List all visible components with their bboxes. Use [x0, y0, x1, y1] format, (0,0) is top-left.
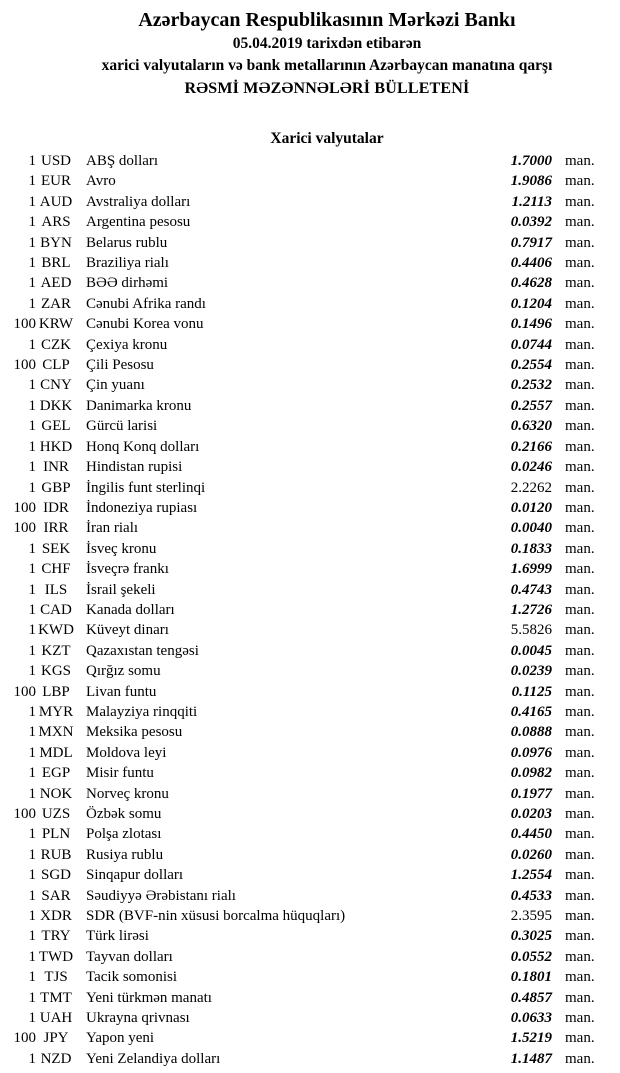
- bulletin-scope: xarici valyutaların və bank metallarının Azərbaycan manatına qarşı: [101, 57, 553, 74]
- rate-quantity: 1: [28, 785, 36, 802]
- rate-value: 0.3025: [510, 928, 552, 945]
- unit-label: man.: [565, 214, 595, 231]
- currency-code: PLN: [41, 826, 71, 843]
- rate-value: 0.4628: [510, 275, 552, 292]
- rate-value: 0.4743: [510, 581, 552, 598]
- currency-name: Argentina pesosu: [86, 214, 191, 231]
- currency-code: NOK: [39, 785, 73, 802]
- rate-quantity: 1: [28, 295, 36, 312]
- rate-quantity: 1: [28, 908, 36, 925]
- table-row: [0, 926, 620, 946]
- currency-code: SAR: [41, 887, 71, 904]
- unit-label: man.: [565, 989, 595, 1006]
- table-row: [0, 682, 620, 702]
- unit-label: man.: [565, 234, 595, 251]
- rate-value: 1.1487: [510, 1050, 552, 1067]
- table-row: [0, 233, 620, 253]
- rate-quantity: 1: [28, 561, 36, 578]
- rate-quantity: 1: [28, 703, 36, 720]
- table-row: [0, 151, 620, 171]
- rate-value: 0.0120: [510, 499, 552, 516]
- unit-label: man.: [565, 418, 595, 435]
- rate-value: 0.0744: [510, 336, 552, 353]
- table-row: [0, 886, 620, 906]
- table-row: [0, 967, 620, 987]
- rate-value: 1.7000: [510, 153, 552, 169]
- currency-code: BYN: [40, 234, 72, 251]
- unit-label: man.: [565, 459, 595, 476]
- table-row: [0, 1008, 620, 1028]
- unit-label: man.: [565, 703, 595, 720]
- unit-label: man.: [565, 806, 595, 822]
- unit-label: man.: [565, 499, 595, 516]
- rate-value: 1.2554: [510, 867, 552, 884]
- rate-value: 1.2726: [510, 601, 552, 618]
- table-row: [0, 212, 620, 232]
- currency-name: Kanada dolları: [86, 601, 175, 618]
- rate-value: 0.4450: [510, 826, 552, 843]
- rate-quantity: 100: [13, 499, 36, 516]
- unit-label: man.: [565, 479, 595, 496]
- rate-quantity: 1: [28, 418, 36, 435]
- currency-code: KRW: [38, 316, 74, 333]
- unit-label: man.: [565, 255, 595, 272]
- unit-label: man.: [565, 438, 595, 455]
- unit-label: man.: [565, 867, 595, 884]
- rate-quantity: 1: [28, 826, 36, 843]
- currency-code: CNY: [40, 377, 72, 394]
- table-row: [0, 355, 620, 375]
- currency-name: Qırğız somu: [86, 663, 161, 680]
- rate-quantity: 1: [28, 193, 36, 210]
- rate-value: 0.1496: [510, 316, 552, 333]
- currency-name: Yeni Zelandiya dolları: [86, 1050, 221, 1067]
- table-row: [0, 661, 620, 681]
- currency-code: GBP: [41, 479, 71, 496]
- table-row: [0, 518, 620, 538]
- currency-name: İsveç kronu: [86, 540, 157, 557]
- currency-name: Yeni türkmən manatı: [86, 989, 212, 1006]
- table-row: [0, 988, 620, 1008]
- table-row: [0, 784, 620, 804]
- table-row: [0, 171, 620, 191]
- unit-label: man.: [565, 601, 595, 618]
- unit-label: man.: [565, 622, 595, 639]
- table-row: [0, 478, 620, 498]
- table-row: [0, 273, 620, 293]
- rate-value: 0.7917: [510, 234, 552, 251]
- currency-name: İran rialı: [86, 520, 139, 537]
- currency-name: Avro: [86, 173, 116, 190]
- currency-code: RUB: [40, 846, 72, 863]
- currency-name: Belarus rublu: [86, 234, 168, 251]
- table-row: [0, 375, 620, 395]
- currency-name: Avstraliya dolları: [86, 193, 191, 210]
- rate-value: 0.0888: [510, 724, 552, 741]
- rate-quantity: 1: [28, 601, 36, 618]
- currency-name: Küveyt dinarı: [86, 622, 169, 639]
- currency-name: Tacik somonisi: [86, 969, 178, 986]
- unit-label: man.: [565, 969, 595, 986]
- currency-name: Polşa zlotası: [86, 826, 162, 843]
- table-row: [0, 845, 620, 865]
- currency-name: Braziliya rialı: [86, 255, 169, 272]
- table-row: [0, 722, 620, 742]
- table-row: [0, 763, 620, 783]
- currency-name: Malayziya rinqqiti: [86, 703, 198, 720]
- bulletin-date: 05.04.2019 tarixdən etibarən: [232, 35, 422, 52]
- rate-value: 0.0552: [510, 948, 552, 965]
- currency-code: HKD: [39, 438, 73, 455]
- table-row: [0, 253, 620, 273]
- table-row: [0, 416, 620, 436]
- rate-quantity: 100: [13, 683, 36, 700]
- rate-value: 0.0045: [510, 642, 552, 659]
- currency-code: ILS: [44, 581, 68, 598]
- rate-quantity: 1: [28, 887, 36, 904]
- rate-value: 0.2166: [510, 438, 552, 455]
- rate-value: 5.5826: [510, 622, 552, 639]
- table-row: [0, 1028, 620, 1048]
- currency-code: IRR: [43, 520, 69, 537]
- unit-label: man.: [565, 153, 595, 169]
- unit-label: man.: [565, 540, 595, 557]
- rate-value: 0.0982: [510, 765, 552, 782]
- rate-quantity: 1: [28, 275, 36, 292]
- unit-label: man.: [565, 663, 595, 680]
- table-row: [0, 865, 620, 885]
- currency-name: Çexiya kronu: [86, 336, 168, 353]
- currency-code: MDL: [39, 744, 73, 761]
- currency-code: UAH: [39, 1010, 73, 1027]
- currency-name: Misir funtu: [86, 765, 154, 782]
- rate-value: 1.5219: [510, 1030, 552, 1047]
- unit-label: man.: [565, 275, 595, 292]
- table-row: [0, 947, 620, 967]
- rate-value: 2.3595: [510, 908, 552, 925]
- rate-quantity: 1: [28, 540, 36, 557]
- currency-code: BRL: [41, 255, 71, 272]
- currency-code: JPY: [43, 1030, 69, 1047]
- table-row: [0, 192, 620, 212]
- unit-label: man.: [565, 520, 595, 537]
- rate-quantity: 1: [28, 744, 36, 761]
- table-row: [0, 804, 620, 824]
- rate-quantity: 1: [28, 1050, 36, 1067]
- rate-value: 1.6999: [510, 561, 552, 578]
- rate-quantity: 1: [28, 765, 36, 782]
- unit-label: man.: [565, 744, 595, 761]
- currency-code: MYR: [38, 703, 74, 720]
- unit-label: man.: [565, 765, 595, 782]
- rate-value: 0.0239: [510, 663, 552, 680]
- unit-label: man.: [565, 724, 595, 741]
- currency-code: CAD: [40, 601, 72, 618]
- currency-code: ZAR: [41, 295, 71, 312]
- rate-value: 0.1125: [511, 683, 552, 700]
- table-row: [0, 620, 620, 640]
- table-row: [0, 1049, 620, 1069]
- rate-quantity: 1: [28, 459, 36, 476]
- rate-value: 0.1833: [510, 540, 552, 557]
- table-row: [0, 600, 620, 620]
- unit-label: man.: [565, 581, 595, 598]
- currency-code: CLP: [42, 357, 70, 374]
- unit-label: man.: [565, 928, 595, 945]
- currency-code: AED: [40, 275, 72, 292]
- currency-name: ABŞ dolları: [86, 153, 159, 169]
- rate-quantity: 1: [28, 234, 36, 251]
- unit-label: man.: [565, 336, 595, 353]
- currency-name: Livan funtu: [86, 683, 157, 700]
- rate-quantity: 1: [28, 438, 36, 455]
- currency-code: TJS: [44, 969, 68, 986]
- currency-code: EGP: [41, 765, 71, 782]
- rate-value: 0.1977: [510, 785, 552, 802]
- rate-quantity: 1: [28, 336, 36, 353]
- currency-code: SGD: [40, 867, 71, 884]
- rate-quantity: 1: [28, 948, 36, 965]
- rate-quantity: 1: [28, 397, 36, 414]
- unit-label: man.: [565, 846, 595, 863]
- currency-code: TWD: [38, 948, 74, 965]
- currency-code: GEL: [41, 418, 71, 435]
- rate-value: 0.4406: [510, 255, 552, 272]
- currency-code: SEK: [41, 540, 71, 557]
- currency-name: Cənubi Afrika randı: [86, 295, 206, 312]
- rate-value: 0.0392: [510, 214, 552, 231]
- currency-code: MXN: [38, 724, 74, 741]
- rate-value: 0.1801: [510, 969, 552, 986]
- rate-value: 0.2557: [510, 397, 552, 414]
- currency-code: AUD: [39, 193, 73, 210]
- currency-name: İsrail şekeli: [86, 581, 156, 598]
- currency-name: Yapon yeni: [86, 1030, 155, 1047]
- rate-value: 0.4857: [510, 989, 552, 1006]
- rate-quantity: 1: [28, 153, 36, 169]
- rate-value: 0.0260: [510, 846, 552, 863]
- unit-label: man.: [565, 887, 595, 904]
- currency-name: Çin yuanı: [86, 377, 145, 394]
- bulletin-header: [36, 0, 618, 100]
- rate-value: 0.0976: [510, 744, 552, 761]
- unit-label: man.: [565, 785, 595, 802]
- rate-quantity: 1: [28, 479, 36, 496]
- rate-value: 0.0633: [510, 1010, 552, 1027]
- rate-quantity: 1: [28, 642, 36, 659]
- table-row: [0, 539, 620, 559]
- unit-label: man.: [565, 948, 595, 965]
- currency-name: Özbək somu: [86, 806, 162, 822]
- rate-quantity: 1: [28, 928, 36, 945]
- table-row: [0, 702, 620, 722]
- rate-quantity: 1: [28, 724, 36, 741]
- currency-code: DKK: [39, 397, 73, 414]
- currency-code: ARS: [41, 214, 71, 231]
- currency-name: İngilis funt sterlinqi: [86, 479, 206, 496]
- table-row: [0, 498, 620, 518]
- rate-value: 0.2532: [510, 377, 552, 394]
- rate-value: 0.4533: [510, 887, 552, 904]
- table-row: [0, 437, 620, 457]
- currency-code: NZD: [40, 1050, 72, 1067]
- unit-label: man.: [565, 295, 595, 312]
- currency-name: Hindistan rupisi: [86, 459, 183, 476]
- rate-value: 0.0246: [510, 459, 552, 476]
- bulletin-title: RƏSMİ MƏZƏNNƏLƏRİ BÜLLETENİ: [184, 80, 470, 97]
- currency-code: CZK: [41, 336, 71, 353]
- rate-quantity: 1: [28, 846, 36, 863]
- unit-label: man.: [565, 826, 595, 843]
- rates-table: [0, 151, 620, 1069]
- currency-name: Rusiya rublu: [86, 846, 164, 863]
- rate-quantity: 1: [28, 622, 36, 639]
- currency-name: Norveç kronu: [86, 785, 169, 802]
- table-row: [0, 559, 620, 579]
- currency-code: INR: [43, 459, 69, 476]
- rate-quantity: 1: [28, 867, 36, 884]
- unit-label: man.: [565, 683, 595, 700]
- unit-label: man.: [565, 173, 595, 190]
- rate-quantity: 1: [28, 989, 36, 1006]
- rate-quantity: 1: [28, 377, 36, 394]
- rate-value: 0.2554: [510, 357, 552, 374]
- rate-quantity: 1: [28, 969, 36, 986]
- currency-code: KWD: [38, 622, 74, 639]
- currency-code: CHF: [41, 561, 71, 578]
- section-title: Xarici valyutalar: [270, 130, 384, 147]
- rate-quantity: 100: [13, 806, 36, 822]
- currency-code: LBP: [42, 683, 70, 700]
- currency-code: XDR: [40, 908, 72, 925]
- currency-name: Ukrayna qrivnası: [86, 1010, 190, 1027]
- rate-quantity: 100: [13, 357, 36, 374]
- rate-quantity: 1: [28, 214, 36, 231]
- currency-name: BƏƏ dirhəmi: [86, 275, 169, 292]
- currency-name: Sinqapur dolları: [86, 867, 184, 884]
- currency-name: Danimarka kronu: [86, 397, 192, 414]
- table-row: [0, 314, 620, 334]
- currency-name: İsveçrə frankı: [86, 561, 169, 578]
- currency-name: İndoneziya rupiası: [86, 499, 198, 516]
- table-row: [0, 335, 620, 355]
- rate-quantity: 100: [13, 520, 36, 537]
- currency-name: Cənubi Korea vonu: [86, 316, 204, 333]
- unit-label: man.: [565, 1010, 595, 1027]
- table-row: [0, 294, 620, 314]
- table-row: [0, 824, 620, 844]
- rate-value: 0.6320: [510, 418, 552, 435]
- currency-name: SDR (BVF-nin xüsusi borcalma hüquqları): [86, 908, 346, 925]
- currency-code: USD: [40, 153, 71, 169]
- rate-value: 0.4165: [510, 703, 552, 720]
- rate-value: 0.0040: [510, 520, 552, 537]
- currency-name: Tayvan dolları: [86, 948, 173, 965]
- currency-code: UZS: [41, 806, 71, 822]
- currency-code: TRY: [41, 928, 71, 945]
- unit-label: man.: [565, 377, 595, 394]
- rate-quantity: 1: [28, 663, 36, 680]
- table-row: [0, 580, 620, 600]
- rate-quantity: 1: [28, 581, 36, 598]
- unit-label: man.: [565, 1030, 595, 1047]
- table-row: [0, 396, 620, 416]
- currency-code: KZT: [41, 642, 71, 659]
- unit-label: man.: [565, 908, 595, 925]
- rate-quantity: 1: [28, 1010, 36, 1027]
- currency-code: IDR: [43, 499, 69, 516]
- rate-value: 1.2113: [511, 193, 552, 210]
- currency-name: Türk lirəsi: [86, 928, 149, 945]
- currency-code: EUR: [41, 173, 71, 190]
- currency-name: Honq Konq dolları: [86, 438, 200, 455]
- rate-quantity: 1: [28, 173, 36, 190]
- unit-label: man.: [565, 561, 595, 578]
- currency-name: Moldova leyi: [86, 744, 167, 761]
- currency-name: Meksika pesosu: [86, 724, 183, 741]
- currency-code: TMT: [40, 989, 72, 1006]
- currency-name: Çili Pesosu: [86, 357, 154, 374]
- rate-quantity: 100: [13, 1030, 36, 1047]
- rate-value: 1.9086: [510, 173, 552, 190]
- table-row: [0, 906, 620, 926]
- currency-name: Qazaxıstan tengəsi: [86, 642, 199, 659]
- page-title: Azərbaycan Respublikasının Mərkəzi Bankı: [138, 9, 516, 31]
- unit-label: man.: [565, 1050, 595, 1067]
- rate-quantity: 1: [28, 255, 36, 272]
- unit-label: man.: [565, 316, 595, 333]
- table-row: [0, 457, 620, 477]
- currency-name: Səudiyyə Ərəbistanı rialı: [86, 887, 236, 904]
- unit-label: man.: [565, 397, 595, 414]
- rate-value: 0.0203: [510, 806, 552, 822]
- unit-label: man.: [565, 642, 595, 659]
- table-row: [0, 641, 620, 661]
- table-row: [0, 743, 620, 763]
- unit-label: man.: [565, 193, 595, 210]
- rate-value: 0.1204: [510, 295, 552, 312]
- currency-code: KGS: [40, 663, 71, 680]
- unit-label: man.: [565, 357, 595, 374]
- currency-name: Gürcü larisi: [86, 418, 158, 435]
- rate-quantity: 100: [13, 316, 36, 333]
- rate-value: 2.2262: [510, 479, 552, 496]
